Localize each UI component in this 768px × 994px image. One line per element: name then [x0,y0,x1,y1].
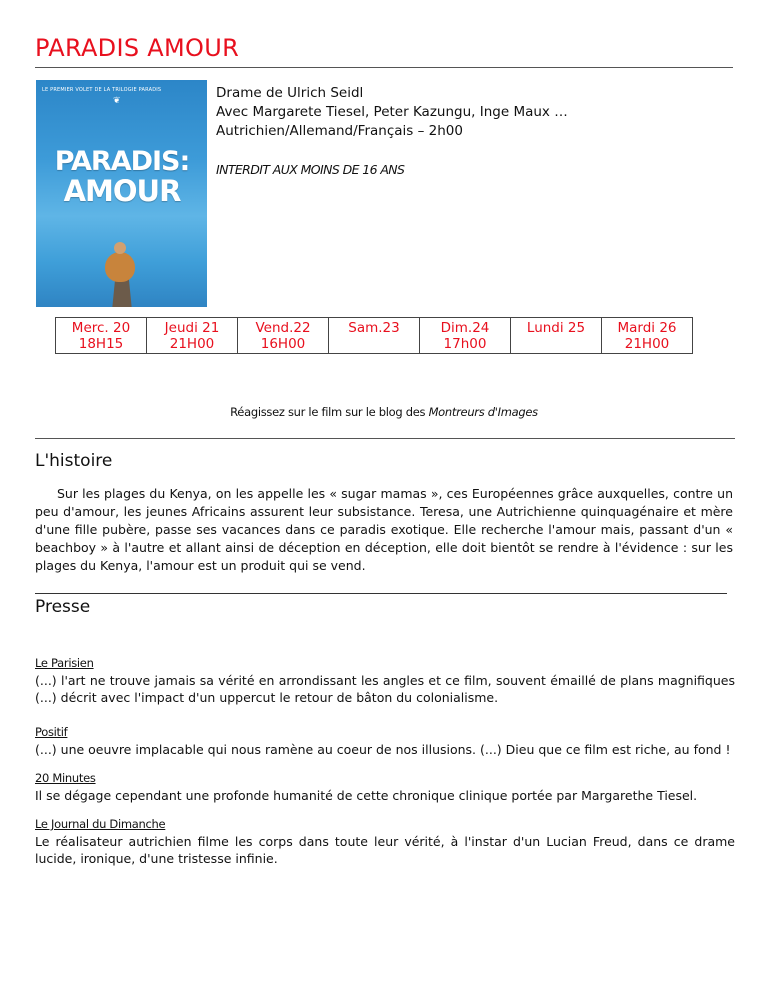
movie-poster [36,80,207,307]
blog-invitation-text: Réagissez sur le film sur le blog des [230,405,429,419]
review-item [35,770,735,804]
showtime-time: 21H00 [169,336,215,352]
age-warning: INTERDIT AUX MOINS DE 16 ANS [216,162,405,177]
showtime-day: Lundi 25 [526,320,586,336]
review-item [35,724,735,758]
blog-invitation [0,405,768,419]
review-source: Positif [35,725,68,739]
poster-title-line1: PARADIS: [54,146,190,177]
showtime-cell [238,318,329,354]
story-text: Sur les plages du Kenya, on les appelle les « sugar mamas », ces Européennes grâce auxquelles, contre un peu d'amour, les jeunes Africains assurent leur subsistance. Teresa, une Autrichienne quinquagénaire et mère d'une fille pubère, passe ses vacances dans ce paradis exotique. Elle recherche l'amour mais, passant d'un « beachboy » à l'autre et allant ainsi de déception en déception, elle doit bientôt se rendre à l'évidence : sur les plages du Kenya, l'amour est un produit qui se vend. [35,486,733,573]
film-info [216,84,568,141]
showtime-day: Mardi 26 [617,320,677,336]
review-source: Le Parisien [35,656,94,670]
showtime-time: 21H00 [624,336,670,352]
review-text: (...) une oeuvre implacable qui nous ramène au coeur de nos illusions. (...) Dieu que ce film est riche, au fond ! [35,742,731,757]
showtime-cell [147,318,238,354]
review-text: Il se dégage cependant une profonde humanité de cette chronique clinique portée par Margarethe Tiesel. [35,788,698,803]
story-heading: L'histoire [35,451,113,471]
showtime-time: 16H00 [260,336,306,352]
review-source: 20 Minutes [35,771,96,785]
showtime-day: Dim.24 [440,320,490,336]
showtime-day: Jeudi 21 [164,320,220,336]
showtime-time: 17h00 [443,336,487,352]
showtime-cell [329,318,420,354]
showtime-day: Sam.23 [348,320,400,336]
poster-figure-head [114,242,126,254]
showtime-cell [602,318,693,354]
review-text: Le réalisateur autrichien filme les corps dans toute leur vérité, à l'instar d'un Lucian Freud, dans ce drame lucide, ironique, d'une tristesse infinie. [35,834,735,866]
press-heading: Presse [35,597,91,617]
poster-top-text: LE PREMIER VOLET DE LA TRILOGIE PARADIS [42,87,162,93]
press-divider [35,593,727,594]
review-source: Le Journal du Dimanche [35,817,166,831]
page-title: PARADIS AMOUR [35,34,240,62]
review-item [35,655,735,706]
cast: Avec Margarete Tiesel, Peter Kazungu, Inge Maux … [216,104,568,120]
showtime-cell [420,318,511,354]
section-divider [35,438,735,439]
blog-link[interactable]: Montreurs d'Images [428,405,538,419]
review-text: (...) l'art ne trouve jamais sa vérité en arrondissant les angles et ce film, souvent émaillé de plans magnifiques (...) décrit avec l'impact d'un uppercut le retour de bâton du colonialisme. [35,673,735,705]
palm-icon: ❦ [113,96,121,106]
poster-figure [105,252,135,282]
showtimes-table [55,317,693,354]
showtime-day: Vend.22 [255,320,311,336]
review-item [35,816,735,867]
poster-title-line2: AMOUR [63,174,181,208]
title-divider [35,67,733,68]
showtime-cell [56,318,147,354]
origin-duration: Autrichien/Allemand/Français – 2h00 [216,123,463,139]
showtime-cell [511,318,602,354]
showtime-time: 18H15 [78,336,124,352]
showtime-day: Merc. 20 [71,320,131,336]
genre-director: Drame de Ulrich Seidl [216,85,364,101]
